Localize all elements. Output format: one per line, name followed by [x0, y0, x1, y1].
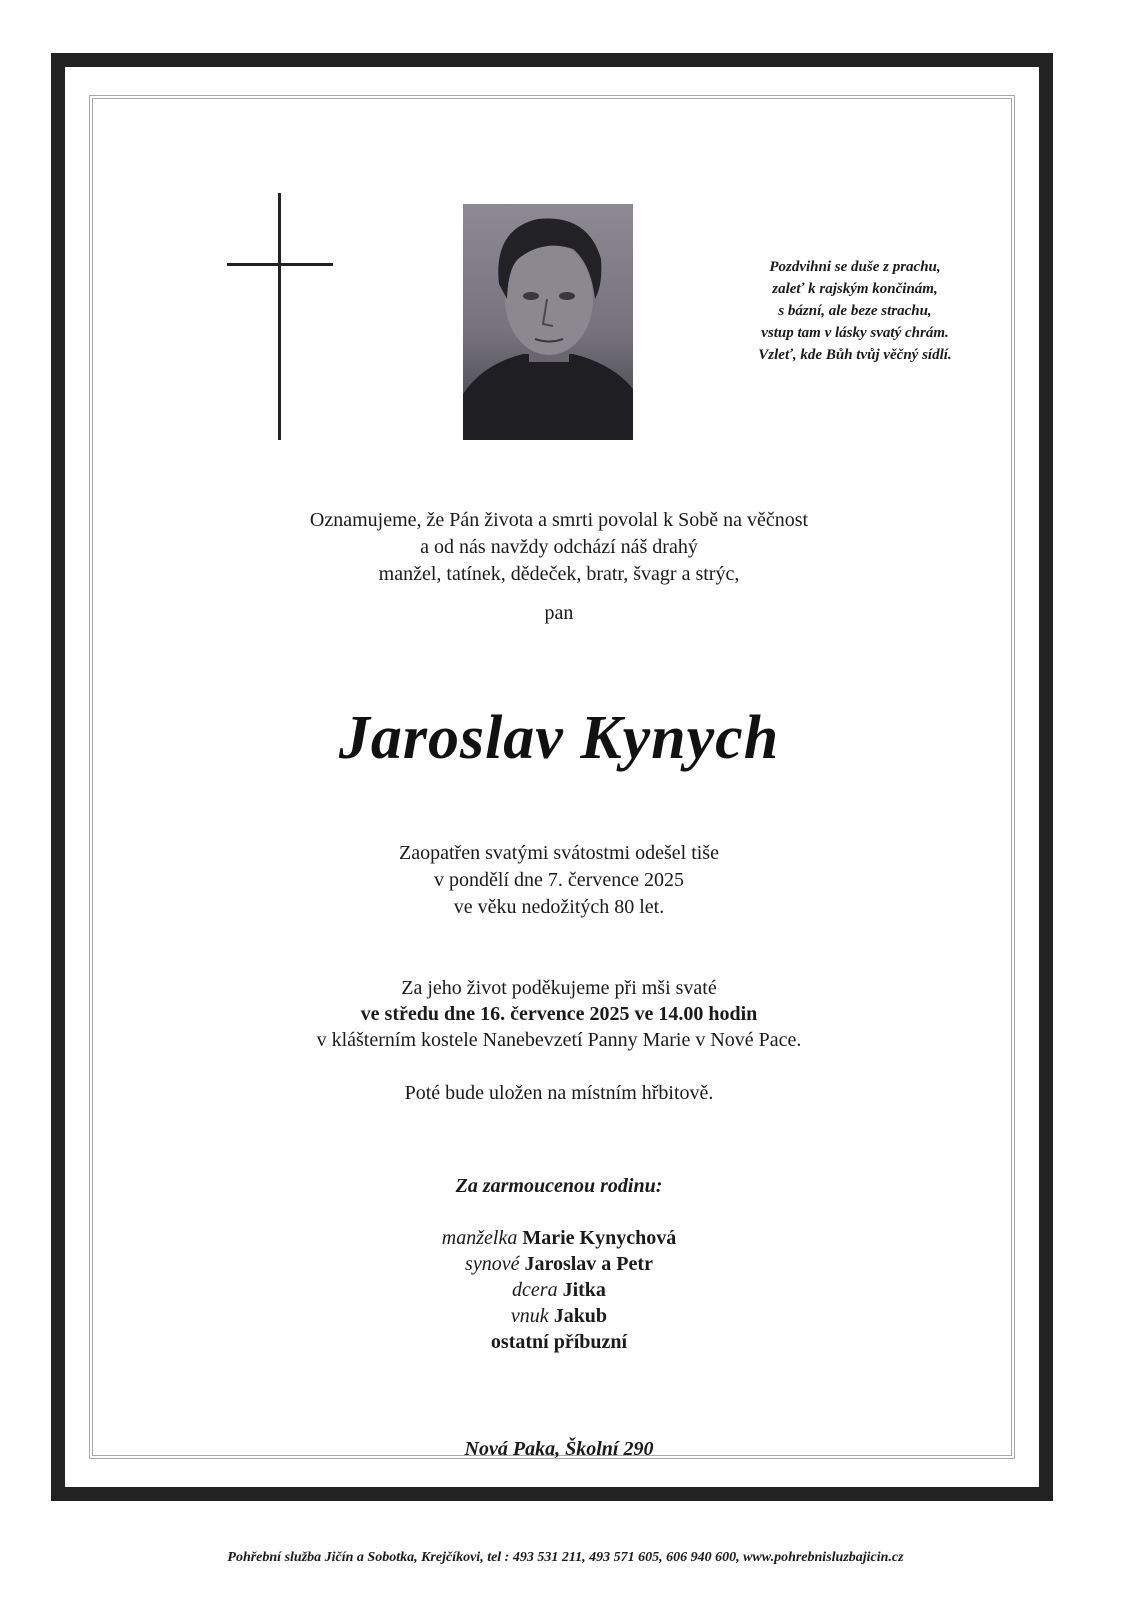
family-name: Jitka	[562, 1279, 606, 1301]
poem-line: vstup tam v lásky svatý chrám.	[761, 325, 949, 341]
service-place: v klášterním kostele Nanebevzetí Panny Marie v Nové Pace.	[316, 1029, 802, 1051]
death-info-line: v pondělí dne 7. července 2025	[434, 869, 684, 891]
family-name: ostatní příbuzní	[490, 1331, 628, 1353]
death-info	[150, 840, 968, 921]
family-member	[150, 1251, 968, 1277]
family-relation: manželka	[441, 1227, 518, 1249]
poem-line: Pozdvihni se duše z prachu,	[769, 259, 941, 275]
poem-line: s bázní, ale beze strachu,	[778, 303, 932, 319]
family-title: Za zarmoucenou rodinu:	[455, 1175, 663, 1197]
funeral-service	[150, 975, 968, 1053]
announcement-line: Oznamujeme, že Pán života a smrti povolal k Sobě na věčnost	[309, 509, 809, 531]
death-info-line: Zaopatřen svatými svátostmi odešel tiše	[399, 842, 719, 864]
deceased-name: Jaroslav Kynych	[338, 704, 780, 772]
address: Nová Paka, Školní 290	[464, 1438, 654, 1460]
death-info-line: ve věku nedožitých 80 let.	[453, 896, 665, 918]
family-relation: synové	[465, 1253, 520, 1275]
portrait-photo	[463, 204, 633, 440]
announcement-line: manžel, tatínek, dědeček, bratr, švagr a strýc,	[378, 563, 740, 585]
service-datetime: ve středu dne 16. července 2025 ve 14.00 hodin	[360, 1003, 758, 1025]
family-relation: dcera	[512, 1279, 558, 1301]
poem	[700, 256, 1010, 366]
salutation: pan	[544, 602, 574, 624]
family-member	[150, 1277, 968, 1303]
family-member	[150, 1225, 968, 1251]
poem-line: zaleť k rajským končinám,	[772, 281, 938, 297]
family-member	[150, 1303, 968, 1329]
announcement	[150, 507, 968, 588]
family-name: Marie Kynychová	[522, 1227, 677, 1249]
announcement-line: a od nás navždy odchází náš drahý	[420, 536, 698, 558]
service-intro: Za jeho život poděkujeme při mši svaté	[401, 977, 717, 999]
family-relation: vnuk	[510, 1305, 549, 1327]
poem-line: Vzleť, kde Bůh tvůj věčný sídlí.	[758, 347, 952, 363]
family-name: Jakub	[553, 1305, 608, 1327]
funeral-service-footer: Pohřební služba Jičín a Sobotka, Krejčíkovi, tel : 493 531 211, 493 571 605, 606 940 600, www.pohrebnisluzbajicin.cz	[227, 1550, 904, 1565]
family-member	[150, 1329, 968, 1355]
family-name: Jaroslav a Petr	[524, 1253, 653, 1275]
family-list	[150, 1225, 968, 1355]
burial-note: Poté bude uložen na místním hřbitově.	[404, 1082, 714, 1104]
